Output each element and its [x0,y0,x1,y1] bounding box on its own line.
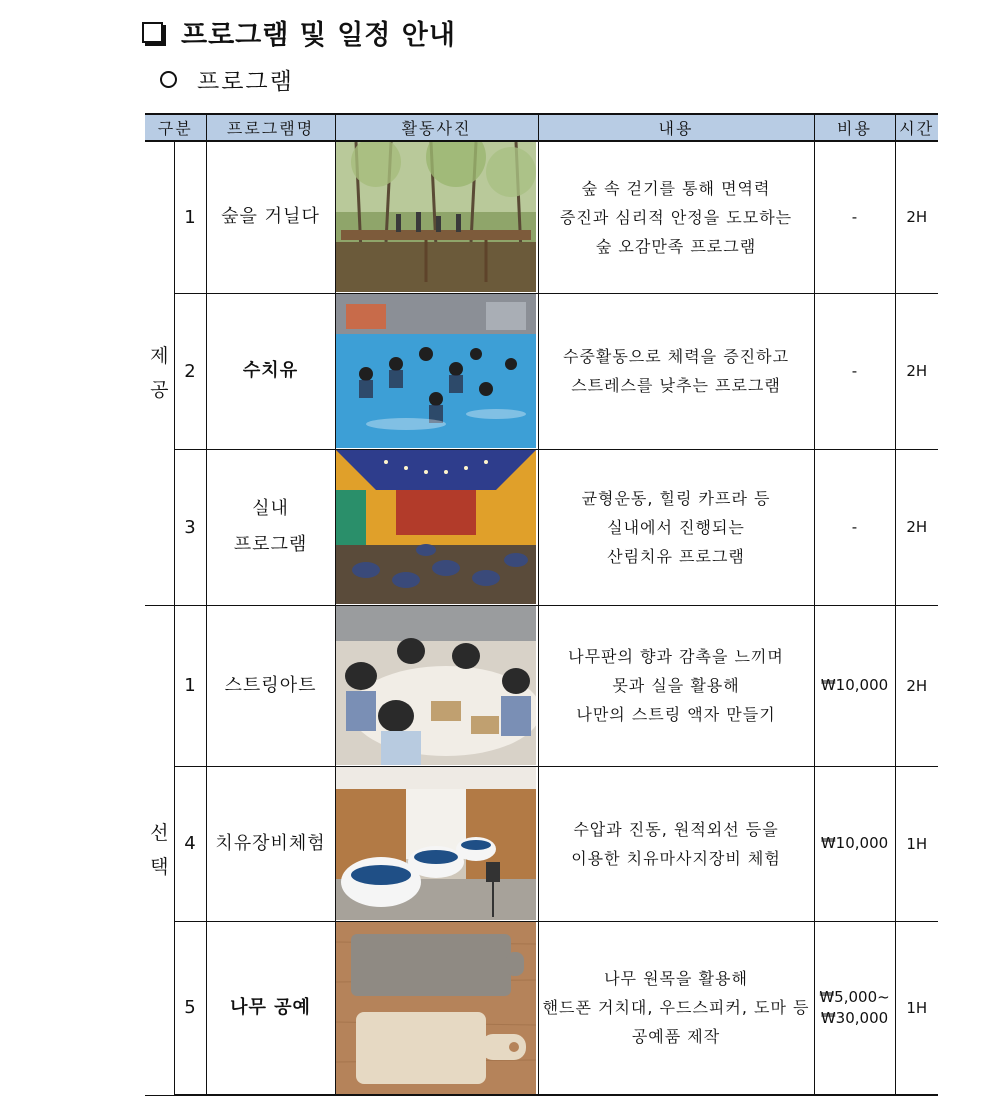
program-cost [814,141,895,293]
program-name [206,921,335,1095]
pool-therapy-photo [335,293,538,449]
header-content: 내용 [538,114,814,141]
program-name [206,141,335,293]
row-number: 1 [174,141,206,293]
program-cost [814,293,895,449]
header-cost: 비용 [814,114,895,141]
table-row [145,293,938,449]
page-heading [142,12,456,52]
cost-text: ₩10,000 [820,676,889,694]
table-row [145,449,938,605]
row-number: 1 [174,605,206,766]
program-description [538,293,814,449]
program-name [206,766,335,921]
table-row [145,141,938,293]
description-line: 숲 속 걷기를 통해 면역력 [581,178,771,198]
description-line: 균형운동, 힐링 카프라 등 [581,488,771,508]
program-name-text: 실내 [252,498,289,519]
program-name-text: 스트링아트 [224,674,317,696]
cost-text: ₩5,000~ [819,987,890,1006]
wood-craft-photo [335,921,538,1095]
cost-text: ₩10,000 [820,834,889,852]
header-program-name: 프로그램명 [206,114,335,141]
program-description [538,449,814,605]
cost-text: - [851,361,858,380]
description-line: 나만의 스트링 액자 만들기 [576,705,776,724]
description-line: 이용한 치유마사지장비 체험 [571,848,781,868]
header-photo: 활동사진 [335,114,538,141]
program-name-text: 치유장비체험 [215,832,326,854]
program-name [206,449,335,605]
description-line: 숲 오감만족 프로그램 [595,236,757,256]
program-name-text: 수치유 [242,360,299,381]
description-line: 수압과 진동, 원적외선 등을 [573,819,779,839]
program-time: 1H [895,921,938,1095]
table-header-row [145,114,938,141]
program-description [538,766,814,921]
table-row [145,921,938,1095]
program-time: 1H [895,766,938,921]
program-name-text: 숲을 거닐다 [221,206,320,228]
indoor-program-photo [335,449,538,605]
table-row [145,766,938,921]
cost-text: ₩30,000 [820,1008,889,1027]
program-table [145,113,938,1096]
program-name [206,605,335,766]
category-text: 공 [150,379,169,402]
header-time: 시간 [895,114,938,141]
description-line: 나무 원목을 활용해 [604,969,748,989]
description-line: 못과 실을 활용해 [612,676,740,695]
table-row [145,605,938,766]
program-time: 2H [895,449,938,605]
program-cost [814,921,895,1095]
program-name [206,293,335,449]
row-number: 3 [174,449,206,605]
forest-walk-photo [335,141,538,293]
description-line: 핸드폰 거치대, 우드스피커, 도마 등 [542,998,810,1018]
program-time: 2H [895,605,938,766]
cost-text: - [851,517,858,536]
healing-equipment-photo [335,766,538,921]
section-heading [160,62,294,96]
program-description [538,605,814,766]
program-cost [814,449,895,605]
category-text: 제 [150,345,169,368]
section-heading-text: 프로그램 [197,68,294,95]
program-name-text: 나무 공예 [230,996,311,1018]
category-text: 택 [150,856,169,878]
description-line: 산림치유 프로그램 [607,546,745,566]
row-number: 5 [174,921,206,1095]
category-cell-optional [145,605,174,1095]
description-line: 공예품 제작 [631,1027,721,1047]
cost-text: - [851,207,858,226]
description-line: 스트레스를 낮추는 프로그램 [571,376,781,395]
row-number: 2 [174,293,206,449]
description-line: 실내에서 진행되는 [607,517,745,537]
row-number: 4 [174,766,206,921]
program-cost [814,766,895,921]
circle-bullet-icon [160,71,177,88]
description-line: 증진과 심리적 안정을 도모하는 [559,207,793,227]
description-line: 나무판의 향과 감촉을 느끼며 [568,647,784,666]
category-text: 선 [150,822,169,844]
checkbox-square-icon [142,22,163,43]
program-description [538,141,814,293]
page-heading-text: 프로그램 및 일정 안내 [181,19,456,51]
program-time: 2H [895,141,938,293]
program-name-text: 프로그램 [233,534,308,555]
program-cost [814,605,895,766]
program-description [538,921,814,1095]
header-category: 구분 [145,114,206,141]
category-cell-provided [145,141,174,605]
string-art-photo [335,605,538,766]
program-time: 2H [895,293,938,449]
description-line: 수중활동으로 체력을 증진하고 [562,347,790,366]
